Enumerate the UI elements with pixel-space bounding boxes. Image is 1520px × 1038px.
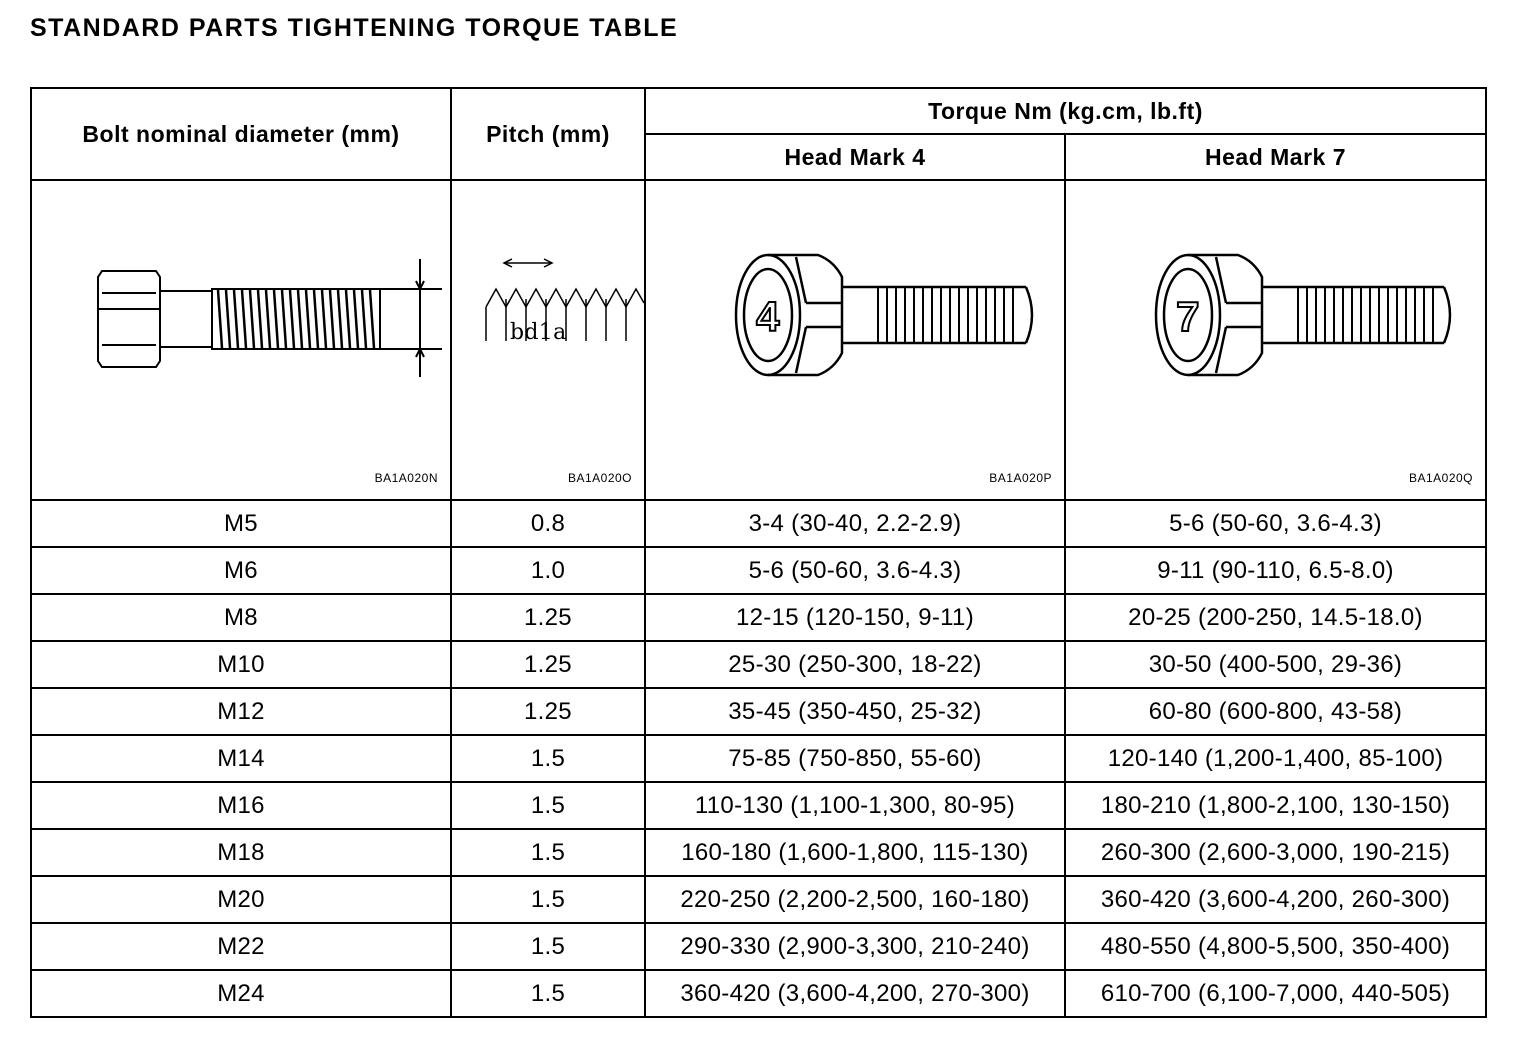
cell-head7: 180-210 (1,800-2,100, 130-150) [1065,782,1486,829]
cell-head4: 3-4 (30-40, 2.2-2.9) [645,500,1065,547]
header-head-mark-7: Head Mark 7 [1065,134,1486,180]
pitch-thread-figure [452,181,646,497]
cell-head4: 12-15 (120-150, 9-11) [645,594,1065,641]
cell-head4: 35-45 (350-450, 25-32) [645,688,1065,735]
cell-size: M10 [31,641,451,688]
figure-code-head-mark-7: BA1A020Q [1408,471,1474,485]
page-title: STANDARD PARTS TIGHTENING TORQUE TABLE [30,14,679,42]
cell-pitch: 1.25 [451,688,645,735]
cell-pitch: 1.5 [451,829,645,876]
cell-head7: 610-700 (6,100-7,000, 440-505) [1065,970,1486,1017]
cell-size: M18 [31,829,451,876]
head-mark-4-number: 4 [756,293,780,340]
cell-pitch: 1.5 [451,923,645,970]
cell-head4: 110-130 (1,100-1,300, 80-95) [645,782,1065,829]
cell-pitch: 0.8 [451,500,645,547]
torque-table [30,87,1487,1018]
diameter-figure-cell [31,180,451,500]
cell-head4: 75-85 (750-850, 55-60) [645,735,1065,782]
cell-pitch: 1.5 [451,876,645,923]
cell-size: M14 [31,735,451,782]
cell-head4: 290-330 (2,900-3,300, 210-240) [645,923,1065,970]
cell-pitch: 1.5 [451,782,645,829]
cell-size: M22 [31,923,451,970]
cell-size: M8 [31,594,451,641]
bolt-diameter-figure [32,181,448,497]
figure-code-pitch: BA1A020O [567,471,632,485]
cell-head7: 360-420 (3,600-4,200, 260-300) [1065,876,1486,923]
bolt-head-mark-4-figure [646,181,1062,497]
cell-head7: 9-11 (90-110, 6.5-8.0) [1065,547,1486,594]
figure-code-head-mark-4: BA1A020P [989,471,1052,485]
table-row [31,829,1486,876]
cell-size: M16 [31,782,451,829]
cell-head4: 160-180 (1,600-1,800, 115-130) [645,829,1065,876]
cell-size: M12 [31,688,451,735]
cell-size: M5 [31,500,451,547]
table-row [31,500,1486,547]
cell-size: M20 [31,876,451,923]
cell-head7: 480-550 (4,800-5,500, 350-400) [1065,923,1486,970]
cell-head7: 60-80 (600-800, 43-58) [1065,688,1486,735]
head-mark-4-figure-cell [645,180,1065,500]
bolt-head-mark-7-figure [1066,181,1483,497]
header-head-mark-4: Head Mark 4 [645,134,1065,180]
head-mark-7-figure-cell [1065,180,1486,500]
cell-head4: 5-6 (50-60, 3.6-4.3) [645,547,1065,594]
cell-head7: 20-25 (200-250, 14.5-18.0) [1065,594,1486,641]
cell-head7: 120-140 (1,200-1,400, 85-100) [1065,735,1486,782]
table-row [31,641,1486,688]
cell-pitch: 1.25 [451,594,645,641]
cell-head7: 30-50 (400-500, 29-36) [1065,641,1486,688]
cell-head4: 220-250 (2,200-2,500, 160-180) [645,876,1065,923]
table-row [31,923,1486,970]
cell-head4: 25-30 (250-300, 18-22) [645,641,1065,688]
table-row [31,876,1486,923]
pitch-figure-labels: bd1a [510,320,567,345]
table-row [31,688,1486,735]
cell-head7: 260-300 (2,600-3,000, 190-215) [1065,829,1486,876]
table-row [31,782,1486,829]
figure-code-diameter: BA1A020N [374,471,438,485]
head-mark-7-number: 7 [1176,293,1200,340]
table-row [31,735,1486,782]
cell-pitch: 1.0 [451,547,645,594]
cell-head7: 5-6 (50-60, 3.6-4.3) [1065,500,1486,547]
table-row [31,970,1486,1017]
header-diameter: Bolt nominal diameter (mm) [31,88,451,180]
cell-size: M6 [31,547,451,594]
cell-pitch: 1.5 [451,970,645,1017]
header-pitch: Pitch (mm) [451,88,645,180]
table-row [31,547,1486,594]
cell-pitch: 1.25 [451,641,645,688]
cell-size: M24 [31,970,451,1017]
cell-head4: 360-420 (3,600-4,200, 270-300) [645,970,1065,1017]
header-torque: Torque Nm (kg.cm, lb.ft) [645,88,1486,134]
table-row [31,594,1486,641]
pitch-figure-cell [451,180,645,500]
cell-pitch: 1.5 [451,735,645,782]
